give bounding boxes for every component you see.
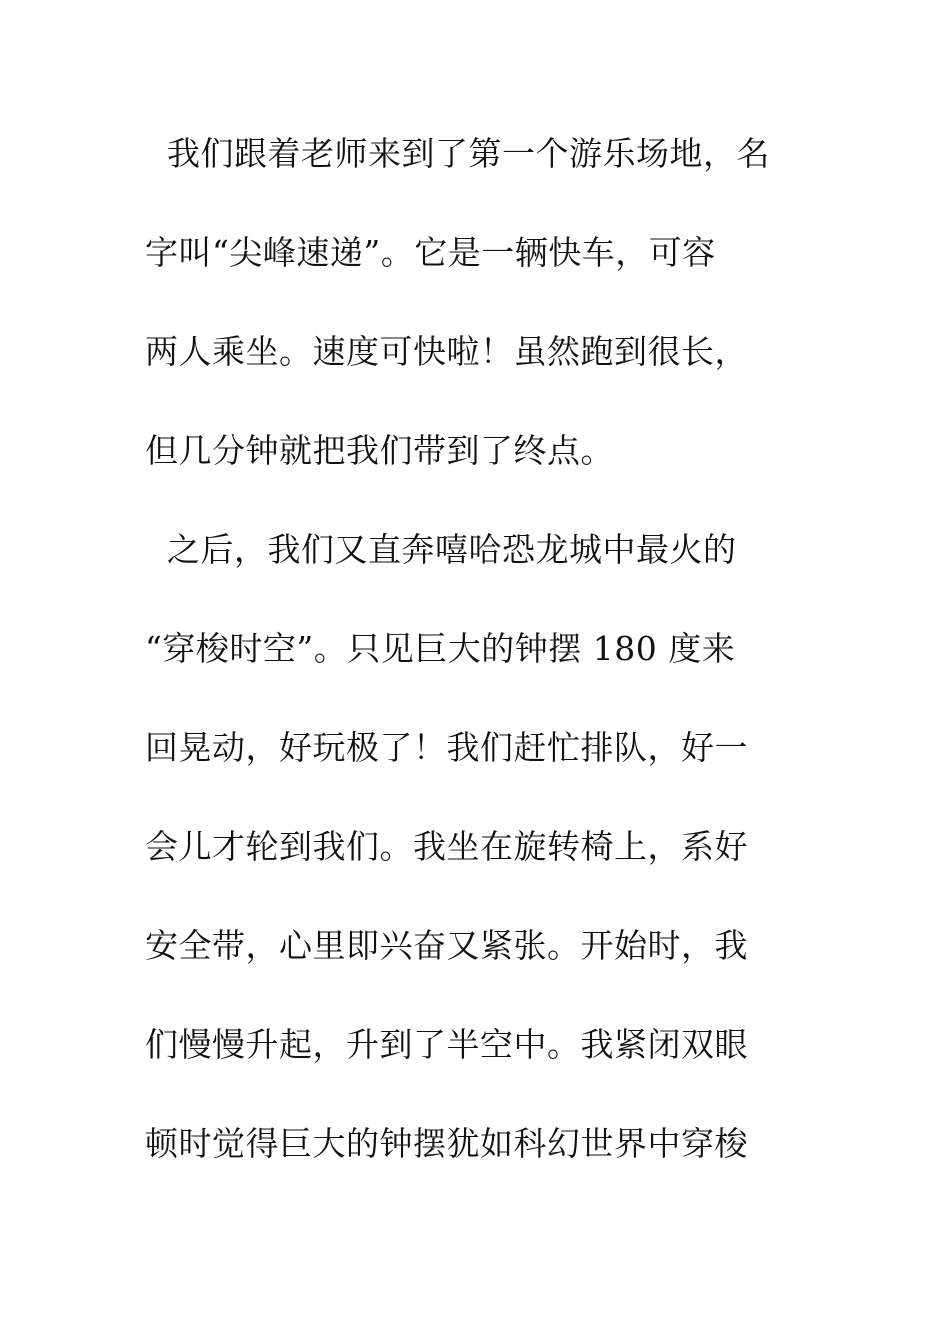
essay-text: [145, 124, 815, 1213]
text-line: 两人乘坐。速度可快啦！虽然跑到很长，: [145, 332, 748, 371]
text-line: 们慢慢升起，升到了半空中。我紧闭双眼: [145, 1025, 748, 1064]
text-line: “穿梭时空”。只见巨大的钟摆 180 度来: [145, 629, 736, 668]
text-line: 安全带，心里即兴奋又紧张。开始时，我: [145, 926, 748, 965]
text-line: 字叫“尖峰速递”。它是一辆快车，可容: [145, 233, 716, 272]
text-line: 之后，我们又直奔嘻哈恐龙城中最火的: [145, 530, 737, 569]
text-line: 顿时觉得巨大的钟摆犹如科幻世界中穿梭: [145, 1124, 748, 1163]
text-line: 会儿才轮到我们。我坐在旋转椅上，系好: [145, 827, 748, 866]
text-line: 回晃动，好玩极了！我们赶忙排队，好一: [145, 728, 748, 767]
text-line: 但几分钟就把我们带到了终点。: [145, 431, 614, 470]
text-line: 我们跟着老师来到了第一个游乐场地，名: [145, 134, 770, 173]
